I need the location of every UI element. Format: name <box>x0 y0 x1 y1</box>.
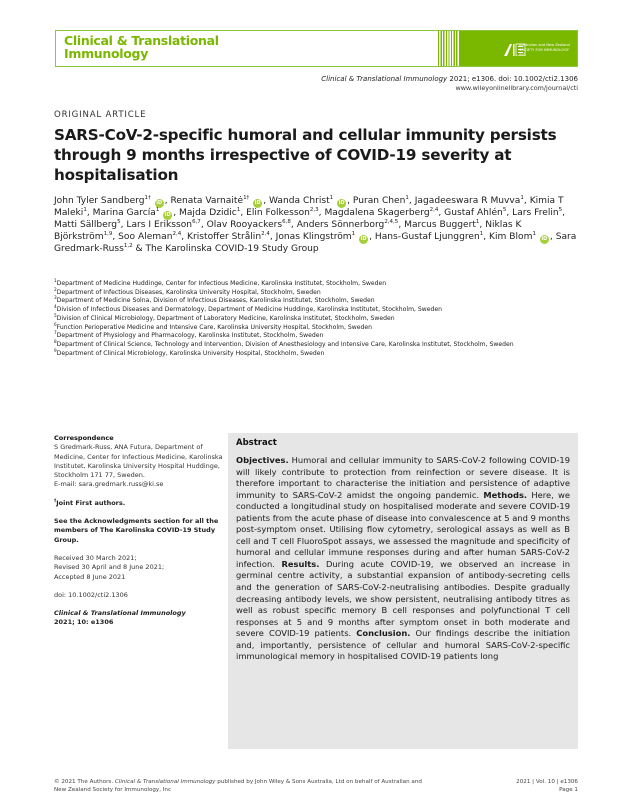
affiliation-text: Function Perioperative Medicine and Intensive Care, Karolinska University Hospital, Stockholm, Sweden <box>56 323 372 331</box>
methods-label: Methods. <box>483 489 528 500</box>
author <box>324 208 438 218</box>
author-name: John Tyler Sandberg <box>54 196 145 206</box>
affiliation-number: 9 <box>54 347 57 353</box>
journal-title <box>64 34 219 60</box>
affiliation-number: 1 <box>54 277 57 283</box>
affiliation-text: Department of Medicine Solna, Division of Infectious Diseases, Karolinska Institutet, Stockholm, Sweden <box>56 297 375 305</box>
article-type-label: ORIGINAL ARTICLE <box>54 110 147 120</box>
author-affiliation-sup: 5 <box>502 206 507 213</box>
author <box>54 220 121 230</box>
sidebar-notes <box>54 434 224 628</box>
author-affiliation-sup: 6,8 <box>282 218 291 225</box>
author-affiliation-sup: 1 <box>479 230 484 237</box>
copyright-footer <box>54 779 434 794</box>
author-name: Anders Sönnerborg <box>296 220 385 230</box>
society-line1: Australian and New Zealand <box>519 43 570 47</box>
abstract-box <box>228 433 578 749</box>
affiliation-number: 2 <box>54 286 57 292</box>
author <box>93 208 174 218</box>
author-affiliation-sup: 2,4,5 <box>384 218 399 225</box>
joint-sup: † <box>54 498 57 504</box>
author-affiliation-sup: 2,4 <box>261 230 270 237</box>
society-name <box>519 43 571 58</box>
citation-line <box>321 74 578 84</box>
author-name: Wanda Christ <box>269 196 330 206</box>
author <box>269 196 347 206</box>
journal-title-line2: Immunology <box>64 46 149 61</box>
author <box>444 208 506 218</box>
author-name: Majda Dzidic <box>179 208 237 218</box>
affiliation-text: Department of Infectious Diseases, Karolinska University Hospital, Stockholm, Sweden <box>56 288 321 296</box>
author-affiliation-sup: 2,3 <box>309 206 319 213</box>
objectives-text: Humoral and cellular immunity to SARS-CoV-2 following COVID-19 will likely contribute to protection from reinfection or severe disease. It is therefore important to characterise the initiation and persistence of adaptive immunity to SARS-CoV-2 amidst the ongoing pandemic. <box>236 455 570 500</box>
methods-text: Here, we conducted a longitudinal study on hospitalised moderate and severe COVID-19 patients from the acute phase of disease into convalescence at 5 and 9 months post-symptom onset. Utilising flow cytometry, serological assays as well as B cell and T cell FluoroSpot assays, we assessed the magnitude and specificity of humoral and cellular immune responses during and after human SARS-CoV-2 infection. <box>236 489 571 569</box>
author-name: Renata Varnaitė <box>170 196 244 206</box>
author-affiliation-sup: 1 <box>83 206 87 213</box>
author-name: Lars I Eriksson <box>126 220 193 230</box>
author-affiliation-sup: 1† <box>144 194 151 201</box>
joint-text: Joint First authors. <box>56 498 126 507</box>
journal-title-line1: Clinical & Translational <box>64 33 219 48</box>
author <box>207 220 291 230</box>
results-label: Results. <box>281 558 320 569</box>
conclusion-label: Conclusion. <box>356 628 411 639</box>
author-affiliation-sup: 1 <box>520 194 524 201</box>
affiliation-text: Division of Clinical Microbiology, Department of Laboratory Medicine, Karolinska Institutet, Stockholm, Sweden <box>56 314 395 322</box>
conclusion-text: Our findings describe the initiation and, importantly, persistence of cellular and humoral SARS-CoV-2-specific immunological memory in hospitalised COVID-19 patients long <box>236 628 570 662</box>
author-affiliation-sup: 5 <box>558 206 563 213</box>
revised-date: Revised 30 April and 8 June 2021; <box>54 563 165 572</box>
journal-url[interactable]: www.wileyonlinelibrary.com/journal/cti <box>455 84 578 92</box>
orcid-icon[interactable]: iD <box>156 200 163 206</box>
author-affiliation-sup: 1 <box>351 230 356 237</box>
author-list: John Tyler Sandberg$^{1\dagger}$ iD , Renata Varnaitė$^{1\dagger}$ iD , Wanda Christ$^1$ iD , Puran Chen$^1$, Jagadeeswara R Muvva$^1$, Kimia T Maleki$^1$, Marina García$^1$ iD , Majda Dzidic$^1$, Elin Folkesson$^{2,3}$, Magdalena Skagerberg$^{2,4}$, Gustaf Ahlén$^5$, Lars Frelin$^5$, Matti Sällberg$^5$, Lars I Eriksson$^{6,7}$, Olav Rooyackers$^{6,8}$, Anders Sönnerborg$^{2,4,5}$, Marcus Buggert$^1$, Niklas K Björkström$^{1,9}$, Soo Aleman$^{2,4}$, Kristoffer Strålin$^{2,4}$, Jonas Klingström$^1$ iD , Hans-Gustaf Ljunggren$^1$, Kim Blom$^1$ iD , Sara Gredmark-Russ$^{1,2}$ & The Karolinska COVID-19 Study Group <box>54 194 577 254</box>
author-affiliation-sup: 1 <box>155 206 160 213</box>
society-line2: SOCIETY FOR IMMUNOLOGY INC <box>519 48 569 57</box>
affiliation-item <box>54 297 584 306</box>
sidebar-volume-number: 10 <box>76 618 86 627</box>
orcid-icon[interactable]: iD <box>254 200 261 206</box>
author-name: Marina García <box>92 208 156 218</box>
author <box>54 196 165 206</box>
author <box>276 232 369 242</box>
author-affiliation-sup: 1,2 <box>123 242 133 249</box>
abstract-body <box>236 455 570 663</box>
author-affiliation-sup: 1 <box>405 194 409 201</box>
author-affiliation-sup: 1 <box>532 230 536 237</box>
author-name: Marcus Buggert <box>404 220 476 230</box>
author-affiliation-sup: 5 <box>117 218 121 225</box>
author-name: Magdalena Skagerberg <box>324 208 430 218</box>
author-name: Kim Blom <box>489 231 533 242</box>
joint-authors-note <box>54 499 224 508</box>
author-affiliation-sup: 1 <box>475 218 480 225</box>
affiliation-number: 3 <box>54 295 57 301</box>
affiliation-number: 6 <box>54 321 57 327</box>
article-title: SARS-CoV-2-specific humoral and cellular immunity persists through 9 months irrespective of COVID-19 severity at hospitalisation <box>54 126 557 184</box>
author <box>512 208 562 218</box>
affiliation-item <box>54 277 584 289</box>
author-affiliation-sup: 1† <box>243 194 250 201</box>
author <box>246 208 319 218</box>
author <box>375 232 483 242</box>
affiliation-number: 8 <box>54 338 57 344</box>
affiliation-item <box>54 332 584 341</box>
copyright-rest: published by John Wiley & Sons Australia, Ltd on behalf of Australian and New Zealand Society for Immunology, Inc <box>54 779 422 793</box>
author-name: Puran Chen <box>352 196 406 206</box>
author <box>118 232 181 242</box>
author <box>404 220 479 230</box>
affiliation-number: 5 <box>54 312 57 318</box>
author-name: Kristoffer Strålin <box>187 231 262 242</box>
copyright-prefix: © 2021 The Authors. <box>54 779 115 785</box>
page-footer <box>516 779 578 794</box>
affiliation-text: Department of Clinical Science, Technology and Intervention, Division of Anesthesiology and Intensive Care, Karolinska Institutet, Stockholm, Sweden <box>56 340 514 348</box>
received-date: Received 30 March 2021; <box>54 553 137 562</box>
orcid-icon[interactable]: iD <box>338 200 345 206</box>
affiliation-number: 7 <box>54 330 57 336</box>
citation-details: 2021; e1306. doi: 10.1002/cti2.1306 <box>447 75 578 83</box>
doi[interactable]: doi: 10.1002/cti2.1306 <box>54 590 128 599</box>
issue-info: 2021 | Vol. 10 | e1306 <box>516 779 578 785</box>
results-text: During acute COVID-19, we observed an increase in germinal centre activity, a substantial expansion of antibody-secreting cells and the generation of SARS-CoV-2-neutralising antibodies. Despite gradually decreasing antibody levels, we show persistent, neutralising antibody titres as well as robust specific memory B cell responses and polyfunctional T cell responses at 5 and 9 months after symptom onset in both moderate and severe COVID-19 patients. <box>236 558 570 639</box>
correspondence-address: S Gredmark-Russ, ANA Futura, Department of Medicine, Center for Infectious Medicine, Karolinska Institutet, Karolinska University Hospital Huddinge, Stockholm 171 77, Sweden. <box>54 443 223 480</box>
author-name: Niklas K Björkström <box>54 220 522 242</box>
correspondence-heading: Correspondence <box>54 434 114 442</box>
author <box>353 196 409 206</box>
author-name: Jagadeeswara R Muvva <box>414 196 521 206</box>
affiliation-text: Department of Physiology and Pharmacology, Karolinska Institutet, Stockholm, Sweden <box>56 332 324 340</box>
author-name: Olav Rooyackers <box>206 220 283 230</box>
author <box>171 196 264 206</box>
author-name: Hans-Gustaf Ljunggren <box>374 231 480 242</box>
author-affiliation-sup: 1 <box>236 206 241 213</box>
affiliation-text: Division of Infectious Diseases and Dermatology, Department of Medicine Huddinge, Karolinska Institutet, Stockholm, Sweden <box>56 306 442 314</box>
author <box>187 232 270 242</box>
author <box>126 220 200 230</box>
author-affiliation-sup: 2,4 <box>429 206 439 213</box>
accepted-date: Accepted 8 June 2021 <box>54 572 126 581</box>
sidebar-volume <box>54 618 224 627</box>
page-number: Page 1 <box>559 786 578 793</box>
orcid-icon[interactable]: iD <box>164 212 171 218</box>
author <box>489 232 550 242</box>
affiliation-item <box>54 306 584 315</box>
author-name: Elin Folkesson <box>246 208 310 218</box>
affiliation-item <box>54 347 584 359</box>
acknowledgment-note: See the Acknowledgments section for all the members of The Karolinska COVID-19 Study Group. <box>54 517 219 544</box>
sidebar-article-id: : e1306 <box>86 618 114 627</box>
banner-stripes <box>438 31 460 66</box>
author <box>179 208 240 218</box>
correspondence-email[interactable]: E-mail: sara.gredmark.russ@ki.se <box>54 480 164 489</box>
orcid-icon[interactable]: iD <box>360 235 367 242</box>
author-name: Gustaf Ahlén <box>444 208 503 218</box>
author-name: Lars Frelin <box>512 208 559 218</box>
author-name: Kimia T Maleki <box>54 196 564 218</box>
affiliation-text: Department of Medicine Huddinge, Center for Infectious Medicine, Karolinska Institutet, Stockholm, Sweden <box>56 280 387 287</box>
author-name: Soo Aleman <box>118 231 173 242</box>
author <box>415 196 524 206</box>
author-affiliation-sup: 6,7 <box>192 218 201 225</box>
author-affiliation-sup: 2,4 <box>172 230 182 237</box>
journal-banner <box>55 30 578 67</box>
sidebar-journal <box>54 609 224 618</box>
sidebar-year: 2021; <box>54 618 77 627</box>
objectives-label: Objectives. <box>236 455 289 465</box>
author-name: Matti Sällberg <box>54 220 118 230</box>
abstract-heading: Abstract <box>236 438 277 448</box>
author-group: & The Karolinska COVID-19 Study Group <box>135 243 319 254</box>
orcid-icon[interactable]: iD <box>541 235 548 242</box>
affiliation-list <box>54 277 584 358</box>
sidebar-journal-name: Clinical & Translational Immunology <box>54 609 186 618</box>
author-affiliation-sup: 1 <box>329 194 334 201</box>
copyright-journal: Clinical & Translational Immunology <box>114 779 216 785</box>
author-name: Jonas Klingström <box>275 231 352 242</box>
citation-journal: Clinical & Translational Immunology <box>321 75 448 83</box>
affiliation-text: Department of Clinical Microbiology, Karolinska University Hospital, Stockholm, Sweden <box>56 349 325 357</box>
affiliation-number: 4 <box>54 304 57 310</box>
author-name: Sara Gredmark-Russ <box>54 231 577 254</box>
author-affiliation-sup: 1,9 <box>103 230 113 237</box>
affiliation-item <box>54 338 584 350</box>
author <box>297 220 399 230</box>
